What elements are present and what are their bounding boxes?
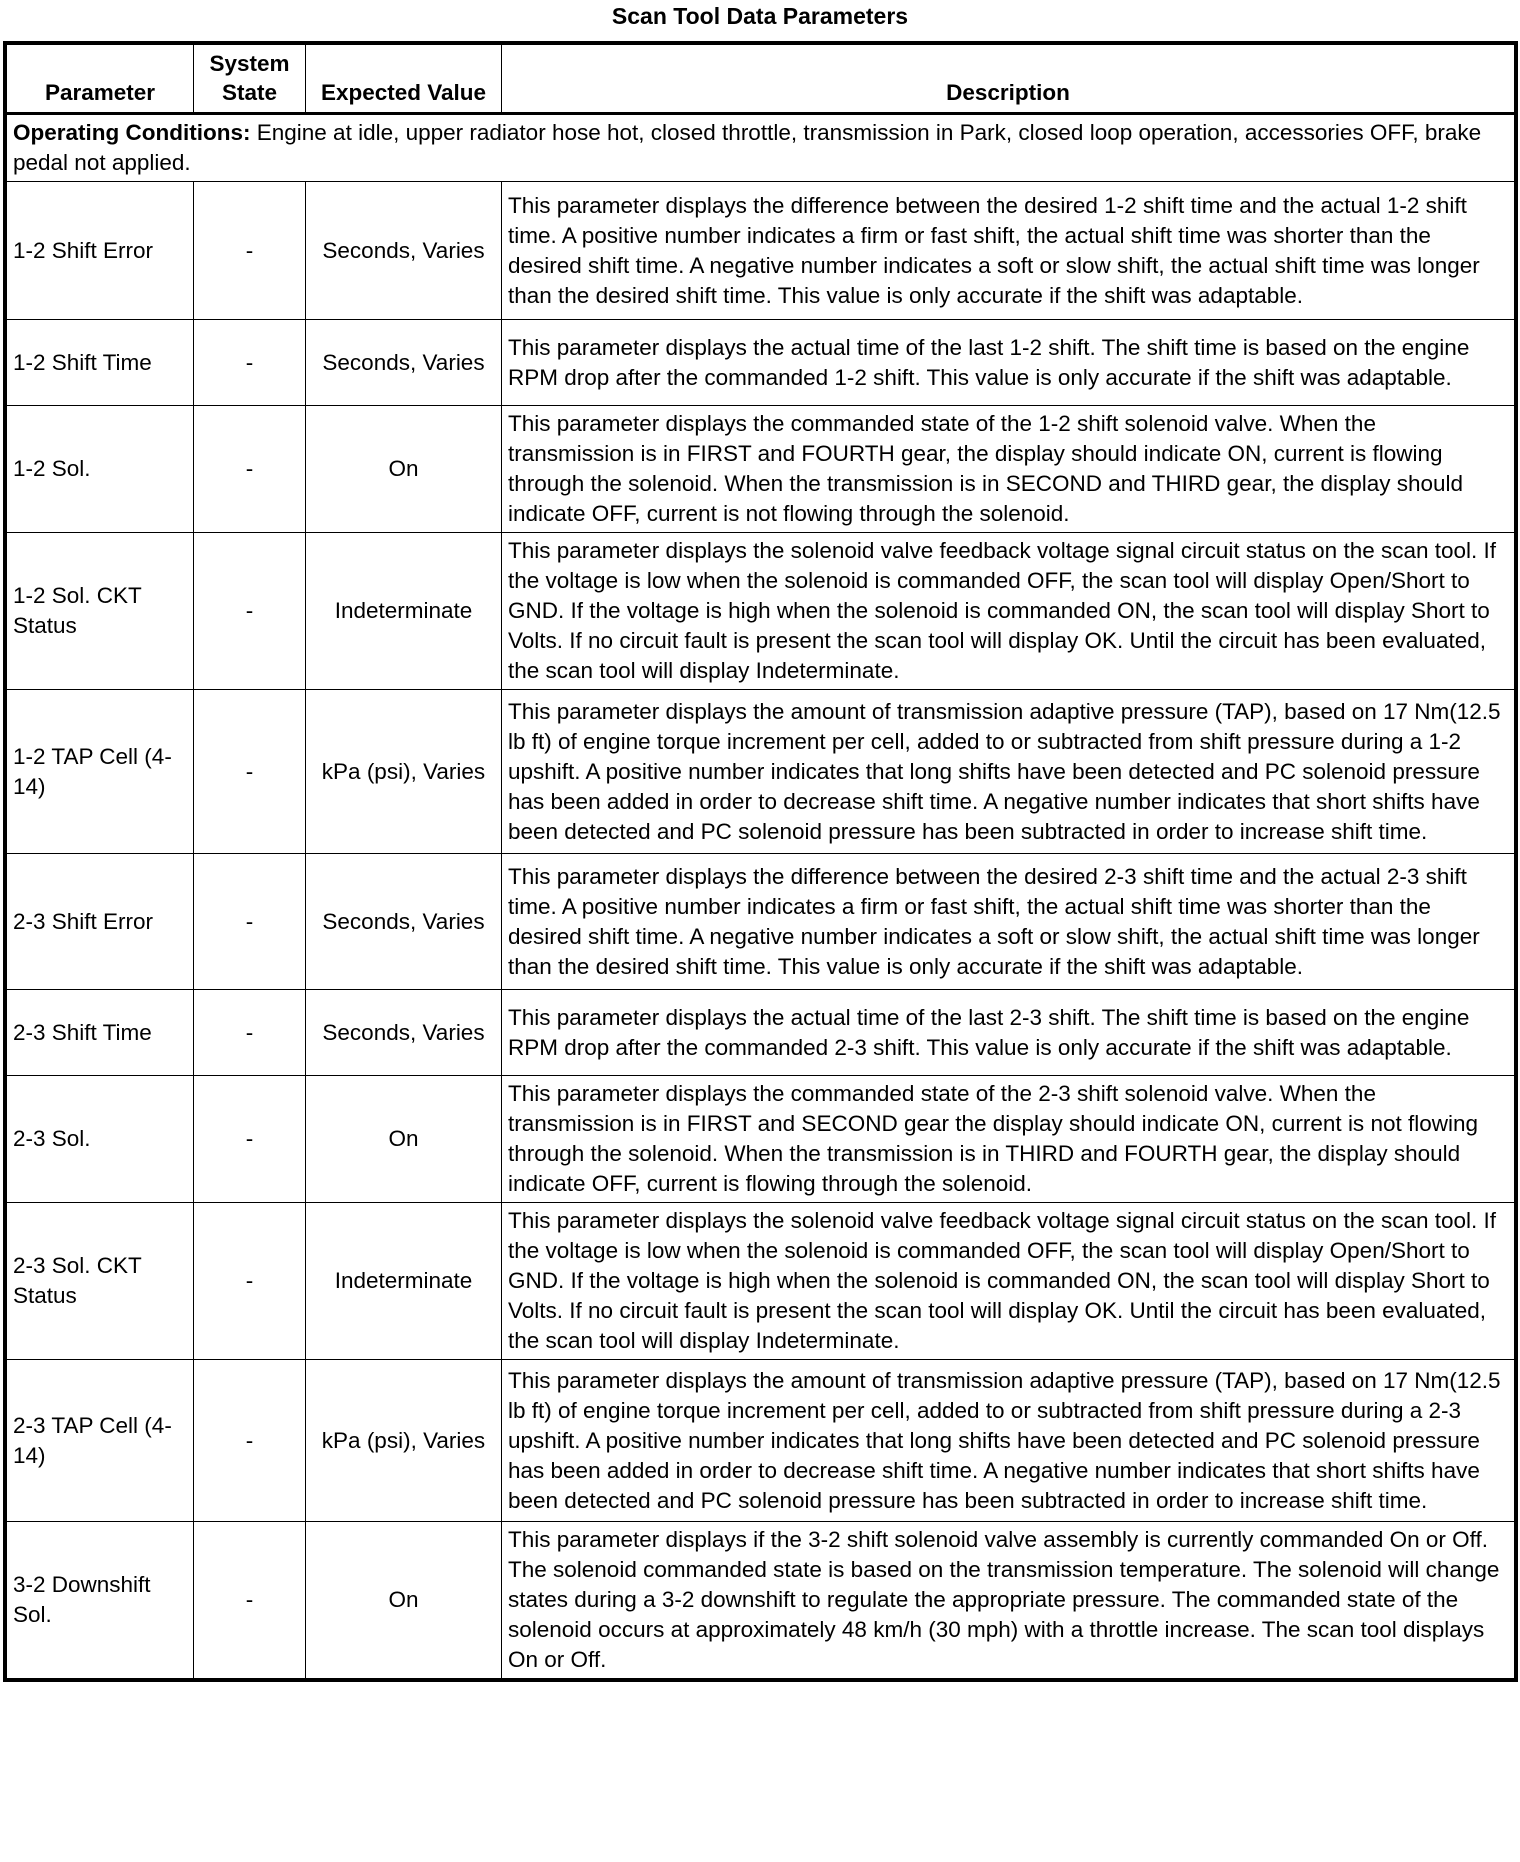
operating-conditions-label: Operating Conditions: <box>13 120 251 145</box>
table-row <box>7 990 1515 1076</box>
table-row <box>7 320 1515 406</box>
expected-value-cell: Seconds, Varies <box>306 320 502 406</box>
table-body <box>7 114 1515 1679</box>
expected-value-cell: kPa (psi), Varies <box>306 1360 502 1522</box>
parameter-cell: 1-2 Sol. <box>7 406 194 533</box>
expected-value-cell: Seconds, Varies <box>306 990 502 1076</box>
expected-value-cell: On <box>306 1522 502 1679</box>
table-row <box>7 690 1515 854</box>
parameter-cell: 2-3 Shift Time <box>7 990 194 1076</box>
system-state-cell: - <box>194 690 306 854</box>
description-cell: This parameter displays the solenoid valve feedback voltage signal circuit status on the scan tool. If the voltage is low when the solenoid is commanded OFF, the scan tool will display Open/Short to GND. If the voltage is high when the solenoid is commanded ON, the scan tool will display Short to Volts. If no circuit fault is present the scan tool will display OK. Until the circuit has been evaluated, the scan tool will display Indeterminate. <box>502 1203 1515 1360</box>
description-cell: This parameter displays the difference between the desired 1-2 shift time and the actual 1-2 shift time. A positive number indicates a firm or fast shift, the actual shift time was shorter than the desired shift time. A negative number indicates a soft or slow shift, the actual shift time was longer than the desired shift time. This value is only accurate if the shift was adaptable. <box>502 182 1515 320</box>
table-row <box>7 1522 1515 1679</box>
parameter-cell: 2-3 Shift Error <box>7 854 194 990</box>
description-cell: This parameter displays the solenoid valve feedback voltage signal circuit status on the scan tool. If the voltage is low when the solenoid is commanded OFF, the scan tool will display Open/Short to GND. If the voltage is high when the solenoid is commanded ON, the scan tool will display Short to Volts. If no circuit fault is present the scan tool will display OK. Until the circuit has been evaluated, the scan tool will display Indeterminate. <box>502 533 1515 690</box>
table-row <box>7 533 1515 690</box>
description-cell: This parameter displays the commanded state of the 1-2 shift solenoid valve. When the transmission is in FIRST and FOURTH gear, the display should indicate ON, current is flowing through the solenoid. When the transmission is in SECOND and THIRD gear, the display should indicate OFF, current is not flowing through the solenoid. <box>502 406 1515 533</box>
parameter-cell: 1-2 Shift Error <box>7 182 194 320</box>
description-cell: This parameter displays the amount of transmission adaptive pressure (TAP), based on 17 Nm(12.5 lb ft) of engine torque increment per cell, added to or subtracted from shift pressure during a 2-3 upshift. A positive number indicates that long shifts have been detected and PC solenoid pressure has been added in order to decrease shift time. A negative number indicates that short shifts have been detected and PC solenoid pressure has been subtracted in order to increase shift time. <box>502 1360 1515 1522</box>
parameter-cell: 2-3 Sol. CKT Status <box>7 1203 194 1360</box>
parameter-cell: 1-2 TAP Cell (4-14) <box>7 690 194 854</box>
system-state-cell: - <box>194 1203 306 1360</box>
expected-value-cell: Indeterminate <box>306 1203 502 1360</box>
system-state-cell: - <box>194 1076 306 1203</box>
description-cell: This parameter displays if the 3-2 shift solenoid valve assembly is currently commanded On or Off. The solenoid commanded state is based on the transmission temperature. The solenoid will change states during a 3-2 downshift to regulate the appropriate pressure. The commanded state of the solenoid occurs at approximately 48 km/h (30 mph) with a throttle increase. The scan tool displays On or Off. <box>502 1522 1515 1679</box>
expected-value-cell: Seconds, Varies <box>306 854 502 990</box>
parameter-cell: 2-3 TAP Cell (4-14) <box>7 1360 194 1522</box>
header-expected-value: Expected Value <box>306 45 502 114</box>
system-state-cell: - <box>194 1522 306 1679</box>
table-row <box>7 1076 1515 1203</box>
system-state-cell: - <box>194 533 306 690</box>
header-parameter: Parameter <box>7 45 194 114</box>
system-state-cell: - <box>194 854 306 990</box>
table-row <box>7 182 1515 320</box>
table-row <box>7 854 1515 990</box>
parameter-cell: 2-3 Sol. <box>7 1076 194 1203</box>
expected-value-cell: Indeterminate <box>306 533 502 690</box>
table-row <box>7 1360 1515 1522</box>
system-state-cell: - <box>194 320 306 406</box>
document-title: Scan Tool Data Parameters <box>611 3 909 29</box>
table-row <box>7 1203 1515 1360</box>
operating-conditions-text: Engine at idle, upper radiator hose hot, closed throttle, transmission in Park, closed loop operation, accessories OFF, brake pedal not applied. <box>13 120 1482 175</box>
system-state-cell: - <box>194 1360 306 1522</box>
table-header-row <box>7 45 1515 114</box>
parameter-cell: 3-2 Downshift Sol. <box>7 1522 194 1679</box>
system-state-cell: - <box>194 990 306 1076</box>
description-cell: This parameter displays the actual time of the last 1-2 shift. The shift time is based on the engine RPM drop after the commanded 1-2 shift. This value is only accurate if the shift was adaptable. <box>502 320 1515 406</box>
header-description: Description <box>502 45 1515 114</box>
expected-value-cell: Seconds, Varies <box>306 182 502 320</box>
header-system-state: System State <box>194 45 306 114</box>
parameter-cell: 1-2 Sol. CKT Status <box>7 533 194 690</box>
expected-value-cell: kPa (psi), Varies <box>306 690 502 854</box>
parameter-cell: 1-2 Shift Time <box>7 320 194 406</box>
description-cell: This parameter displays the difference between the desired 2-3 shift time and the actual 2-3 shift time. A positive number indicates a firm or fast shift, the actual shift time was shorter than the desired shift time. A negative number indicates a soft or slow shift, the actual shift time was longer than the desired shift time. This value is only accurate if the shift was adaptable. <box>502 854 1515 990</box>
system-state-cell: - <box>194 406 306 533</box>
expected-value-cell: On <box>306 1076 502 1203</box>
description-cell: This parameter displays the amount of transmission adaptive pressure (TAP), based on 17 Nm(12.5 lb ft) of engine torque increment per cell, added to or subtracted from shift pressure during a 1-2 upshift. A positive number indicates that long shifts have been detected and PC solenoid pressure has been added in order to decrease shift time. A negative number indicates that short shifts have been detected and PC solenoid pressure has been subtracted in order to increase shift time. <box>502 690 1515 854</box>
operating-conditions-row <box>7 114 1515 182</box>
description-cell: This parameter displays the commanded state of the 2-3 shift solenoid valve. When the transmission is in FIRST and SECOND gear the display should indicate ON, current is not flowing through the solenoid. When the transmission is in THIRD and FOURTH gear, the display should indicate OFF, current is flowing through the solenoid. <box>502 1076 1515 1203</box>
system-state-cell: - <box>194 182 306 320</box>
description-cell: This parameter displays the actual time of the last 2-3 shift. The shift time is based on the engine RPM drop after the commanded 2-3 shift. This value is only accurate if the shift was adaptable. <box>502 990 1515 1076</box>
scan-tool-parameters-table <box>6 44 1515 1679</box>
expected-value-cell: On <box>306 406 502 533</box>
table-row <box>7 406 1515 533</box>
operating-conditions-cell <box>7 114 1515 182</box>
